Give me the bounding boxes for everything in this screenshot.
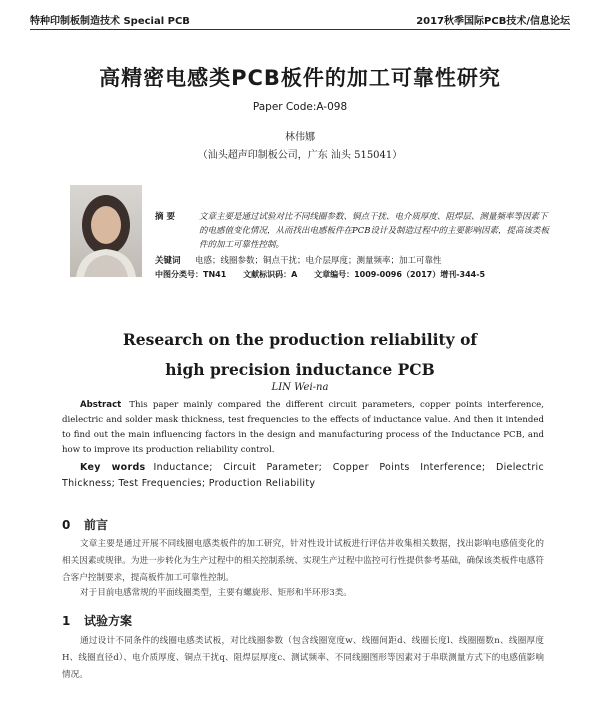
header-forum-name: 2017秋季国际PCB技术/信息论坛 xyxy=(416,16,570,27)
abstract-label-chinese: 摘 要 xyxy=(155,212,175,222)
author-chinese: 林伟娜 xyxy=(285,132,315,143)
portrait-image xyxy=(70,185,142,277)
clc-number: 中图分类号：TN41 xyxy=(155,270,227,279)
classification-row xyxy=(155,269,565,280)
abstract-label-english: Abstract xyxy=(80,400,122,410)
section-number: 1 xyxy=(62,614,71,628)
header-journal-name: 特种印制板制造技术 Special PCB xyxy=(30,16,190,27)
document-code: 文献标识码：A xyxy=(243,270,298,279)
paper-title-english xyxy=(0,325,600,385)
keywords-text-chinese: 电感；线圈参数；铜点干扰；电介层厚度；测量频率；加工可靠性 xyxy=(195,256,442,266)
paper-code: Paper Code:A-098 xyxy=(252,101,348,113)
article-number: 文章编号：1009-0096（2017）增刊-344-5 xyxy=(314,270,486,279)
abstract-english xyxy=(62,398,544,458)
author-photo xyxy=(70,185,142,277)
section-heading-experiment xyxy=(62,612,132,629)
body-paragraph: 通过设计不同条件的线圈电感类试板，对比线圈参数（包含线圈宽度w、线圈间距d、线圈长度l、线圈圈数n、线圈厚度H、线圈直径d）、电介质厚度、铜点干扰q、阻焊层厚度c、测试频率、不同线圈图形等因素对于串联测量方式下的电感值影响情况。 xyxy=(62,636,544,680)
author-english: LIN Wei-na xyxy=(271,382,329,393)
title-english-line2: high precision inductance PCB xyxy=(165,360,435,379)
body-paragraph: 对于目前电感常规的平面线圈类型，主要有螺旋形、矩形和半环形3类。 xyxy=(80,588,352,598)
body-paragraph: 文章主要是通过开展不同线圈电感类板件的加工研究，针对性设计试板进行评估并收集相关数据，找出影响电感值变化的相关因素或规律。为进一步转化为生产过程中的相关控制系统、实现生产过程中监控可行性提供参考基础，确保该类板件电感符合客户控制要求，提高板件加工可靠性控制。 xyxy=(62,539,544,583)
section-title: 前言 xyxy=(84,518,109,532)
keywords-text-english: Inductance; Circuit Parameter; Copper Points Interference; Dielectric Thickness; Test Frequencies; Production Reliability xyxy=(62,462,544,489)
keywords-english xyxy=(62,460,544,492)
paper-title-chinese: 高精密电感类PCB板件的加工可靠性研究 xyxy=(99,66,501,90)
section-title: 试验方案 xyxy=(84,614,133,628)
section-number: 0 xyxy=(62,518,71,532)
keywords-label-english: Key words xyxy=(80,462,146,473)
title-english-line1: Research on the production reliability of xyxy=(122,330,478,349)
affiliation-chinese: （汕头超声印制板公司，广东 汕头 515041） xyxy=(197,150,403,161)
abstract-text-chinese: 文章主要是通过试验对比不同线圈参数、铜点干扰、电介质厚度、阻焊层、测量频率等因素下的电感值变化情况，从而找出电感板件在PCB设计及制造过程中的主要影响因素，提高该类板件的加工可靠性控制。 xyxy=(199,212,549,250)
running-header xyxy=(30,10,570,30)
keywords-label-chinese: 关键词 xyxy=(155,256,181,266)
section-heading-introduction xyxy=(62,516,108,533)
abstract-text-english: This paper mainly compared the different circuit parameters, copper points interference, dielectric and solder mask thickness, test frequencies to the effects of inductance value. And then it intended to find out the main influencing factors in the design and manufacturing process of the Inductance PCB, and how to improve its production reliability control. xyxy=(62,400,544,455)
